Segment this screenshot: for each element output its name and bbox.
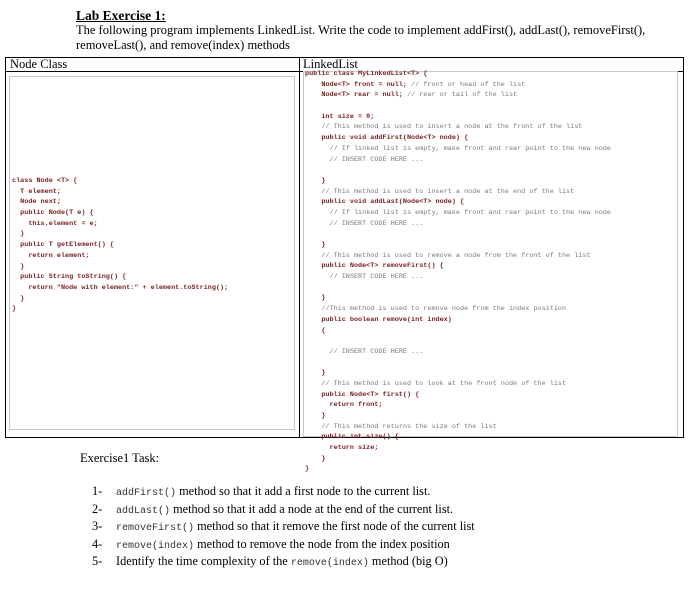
node-line: return element; [12,251,90,260]
list-line: public Node<T> removeFirst() { [305,262,444,271]
list-line: } [305,454,326,463]
task-description: method so that it add a node at the end of the current list. [170,501,454,516]
task-item [92,519,475,537]
list-line [305,165,611,176]
list-line: return size; [305,444,379,453]
list-line: // This method returns the size of the list [321,422,497,431]
task-number: 5- [92,554,103,568]
list-line: Node<T> front = null; // front or head of the list [305,80,526,89]
node-line: } [12,230,25,239]
node-line: } [12,262,25,271]
list-line: } [305,176,326,185]
list-line [305,229,611,240]
linkedlist-header: LinkedList [303,57,358,71]
list-line: public void addLast(Node<T> node) { [305,198,465,207]
list-line: public void addFirst(Node<T> node) { [305,134,469,143]
list-line: // INSERT CODE HERE ... [329,347,424,356]
task-method-name: remove(index) [116,540,195,552]
list-line: public int size() { [305,433,399,442]
task-number: 3- [92,519,103,533]
task-item [92,554,475,572]
list-line: public class MyLinkedList<T> { [305,70,428,78]
list-line: int size = 0; [305,112,375,121]
node-line: Node next; [12,198,61,207]
task-method-name: addLast() [116,505,171,517]
task-item [92,502,475,520]
page-title: Lab Exercise 1: [76,8,166,23]
list-line: // This method is used to look at the front node of the list [321,379,567,388]
list-line: // This method is used to remove a node from the front of the list [321,251,591,260]
task-description: method so that it remove the first node of the current list [194,519,475,533]
task-text [116,502,453,520]
list-line [305,283,611,294]
task-text [116,484,430,502]
task-text [116,554,448,572]
task-method-name: remove(index) [290,558,369,569]
list-line: // INSERT CODE HERE ... [329,155,424,164]
task-number: 2- [92,501,103,516]
list-line: // This method is used to insert a node at the end of the list [321,187,575,196]
list-line: } [305,465,310,474]
node-line: public String toString() { [12,273,127,282]
list-line: // If linked list is empty, make front and rear point to the new node [329,208,611,217]
list-line: { [305,326,326,335]
task-method-name: removeFirst() [116,523,195,534]
task-description: Identify the time complexity of the remove(index) method (big O) [116,554,448,569]
task-description: method to remove the node from the index position [194,536,450,551]
node-class-header: Node Class [10,57,68,71]
list-line: } [305,294,326,303]
node-line: } [12,294,25,303]
task-item [92,537,475,555]
list-line [305,336,611,347]
node-line: } [12,305,17,314]
node-line: public Node(T e) { [12,209,94,218]
node-line: this.element = e; [12,219,98,228]
intro-text: The following program implements LinkedList. Write the code to implement addFirst(), addLast(), removeFirst(), removeLast(), and remove(index) methods [76,23,646,52]
list-line: public Node<T> first() { [305,390,420,399]
list-line: //This method is used to remove node from the index position [321,305,567,314]
list-line: } [305,412,326,420]
task-text [116,537,450,555]
task-number: 4- [92,536,103,551]
node-line: public T getElement() { [12,241,114,250]
list-line: public boolean remove(int index) [305,315,452,324]
task-text [116,519,475,537]
list-line [305,101,611,112]
linkedlist-code [305,69,611,475]
task-list [92,484,475,572]
list-line: return front; [305,401,383,410]
task-title: Exercise1 Task: [80,451,160,465]
node-line: class Node <T> { [12,177,78,185]
list-line: } [305,369,326,378]
node-class-code [12,176,228,315]
list-line: // INSERT CODE HERE ... [329,273,424,282]
node-line: return "Node with element:" + element.toString(); [12,283,229,292]
list-line [305,358,611,369]
task-number: 1- [92,484,103,498]
list-line: // This method is used to insert a node at the front of the list [321,123,583,132]
list-line: // INSERT CODE HERE ... [329,219,424,228]
list-line: // If linked list is empty, make front and rear point to the new node [329,144,611,153]
list-line: Node<T> rear = null; // rear or tail of the list [305,91,518,100]
list-line: } [305,241,326,249]
table-column-divider [299,58,300,437]
task-method-name: addFirst() [116,488,177,499]
task-description: method so that it add a first node to the current list. [176,484,431,498]
task-item [92,484,475,502]
node-line: T element; [12,187,61,196]
